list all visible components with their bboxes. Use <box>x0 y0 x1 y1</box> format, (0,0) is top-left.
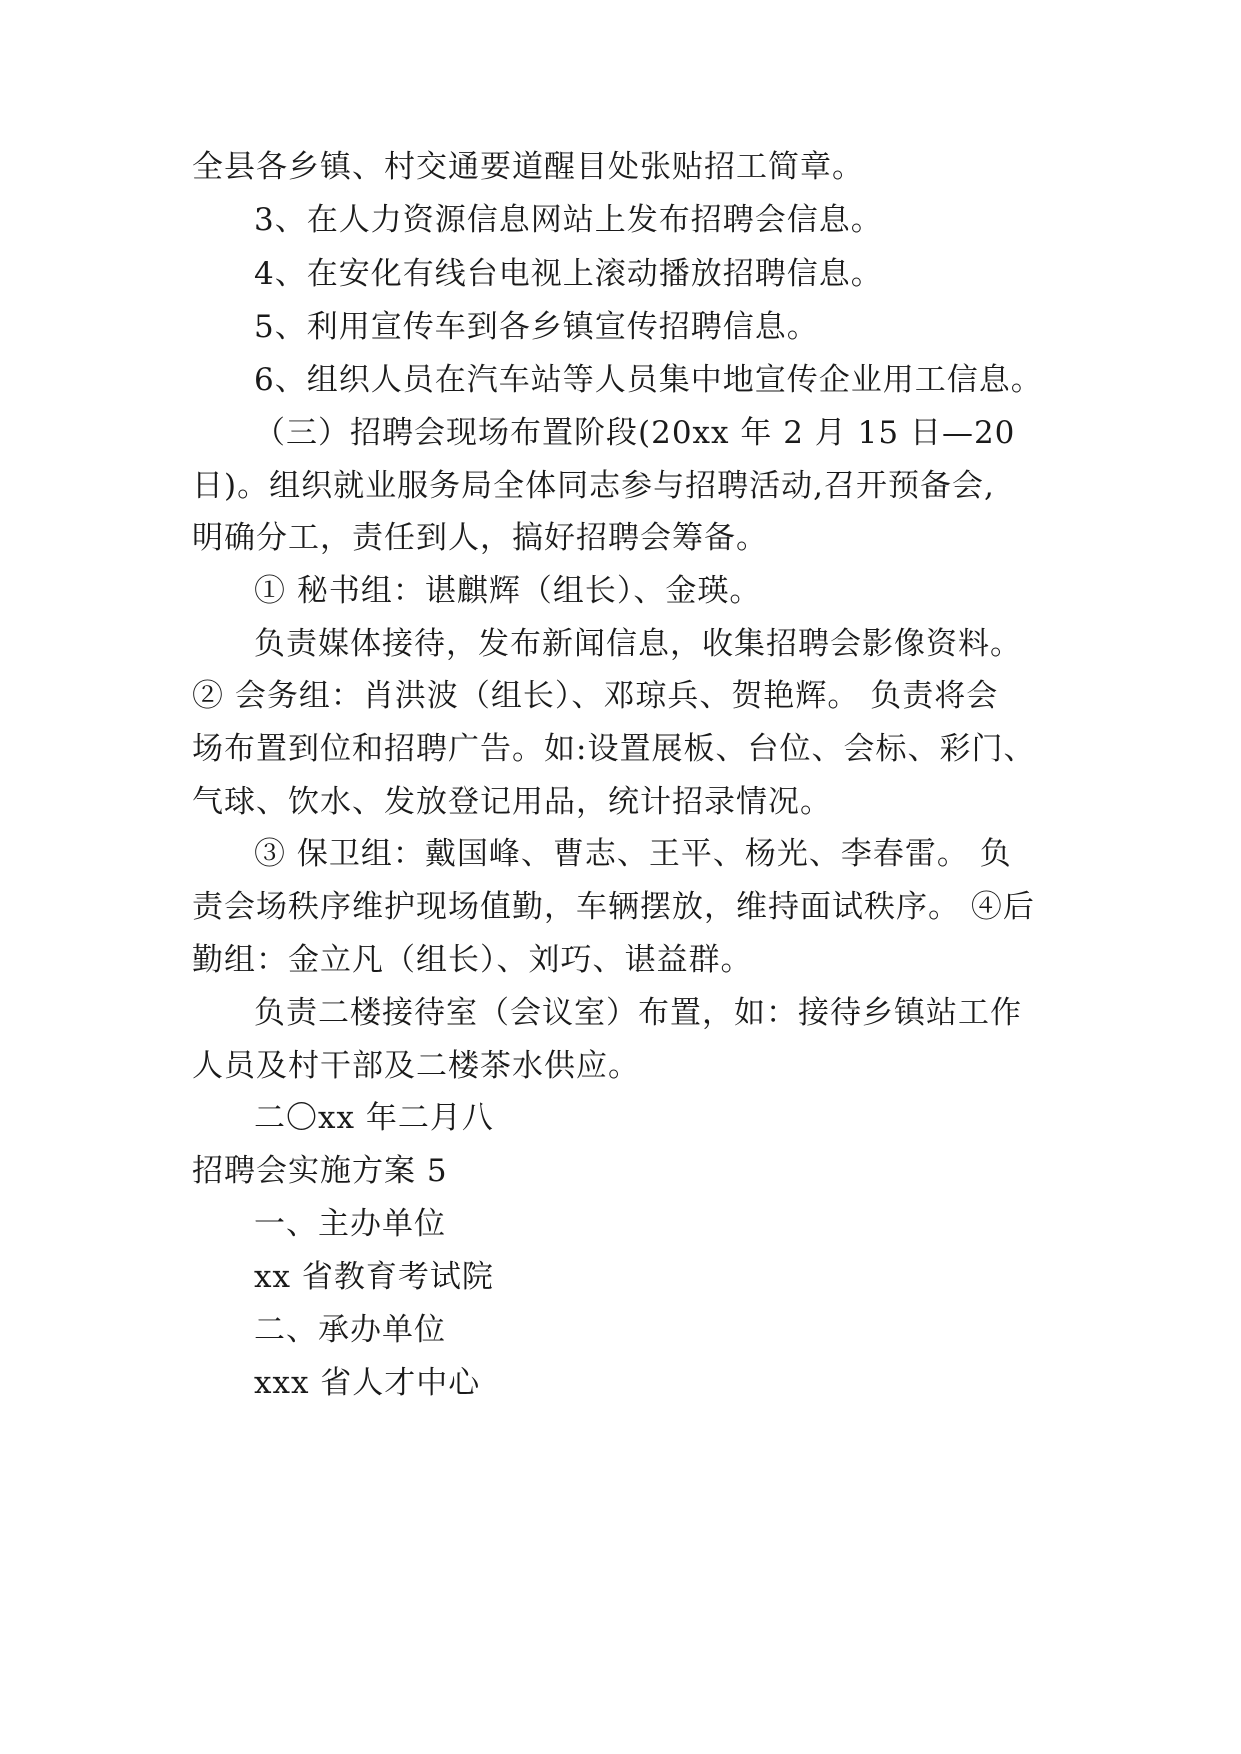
section-heading: 一、主办单位 <box>254 1206 446 1242</box>
paragraph-line: 全县各乡镇、村交通要道醒目处张贴招工简章。 <box>192 149 864 185</box>
paragraph-line: 人员及村干部及二楼茶水供应。 <box>192 1048 640 1084</box>
paragraph-line: 6、组织人员在汽车站等人员集中地宣传企业用工信息。 <box>254 362 1043 398</box>
paragraph-line: xxx 省人才中心 <box>254 1365 481 1401</box>
paragraph-line: 明确分工，责任到人，搞好招聘会筹备。 <box>192 520 768 556</box>
paragraph-line: ② 会务组：肖洪波（组长）、邓琼兵、贺艳辉。 负责将会 <box>192 678 999 714</box>
paragraph-line: ③ 保卫组：戴国峰、曹志、王平、杨光、李春雷。 负 <box>254 836 1012 872</box>
paragraph-line: 负责媒体接待，发布新闻信息，收集招聘会影像资料。 <box>254 626 1022 662</box>
paragraph-line: 4、在安化有线台电视上滚动播放招聘信息。 <box>254 256 883 292</box>
paragraph-line: 5、利用宣传车到各乡镇宣传招聘信息。 <box>254 309 819 345</box>
paragraph-line: 责会场秩序维护现场值勤，车辆摆放，维持面试秩序。 ④后 <box>192 889 1035 925</box>
paragraph-line: 气球、饮水、发放登记用品，统计招录情况。 <box>192 784 832 820</box>
paragraph-line: 负责二楼接待室（会议室）布置，如：接待乡镇站工作 <box>254 995 1022 1031</box>
paragraph-line: （三）招聘会现场布置阶段(20xx 年 2 月 15 日—20 <box>254 415 1016 451</box>
paragraph-line: 场布置到位和招聘广告。如:设置展板、台位、会标、彩门、 <box>192 731 1036 767</box>
section-heading: 二、承办单位 <box>254 1312 446 1348</box>
paragraph-line: 勤组：金立凡（组长）、刘巧、谌益群。 <box>192 942 753 978</box>
date-line: 二〇xx 年二月八 <box>254 1100 494 1136</box>
paragraph-line: ① 秘书组：谌麒辉（组长）、金瑛。 <box>254 573 762 609</box>
paragraph-line: 3、在人力资源信息网站上发布招聘会信息。 <box>254 202 883 238</box>
paragraph-line: 日)。组织就业服务局全体同志参与招聘活动,召开预备会, <box>192 468 995 504</box>
paragraph-line: xx 省教育考试院 <box>254 1259 494 1295</box>
section-title: 招聘会实施方案 5 <box>192 1153 448 1189</box>
